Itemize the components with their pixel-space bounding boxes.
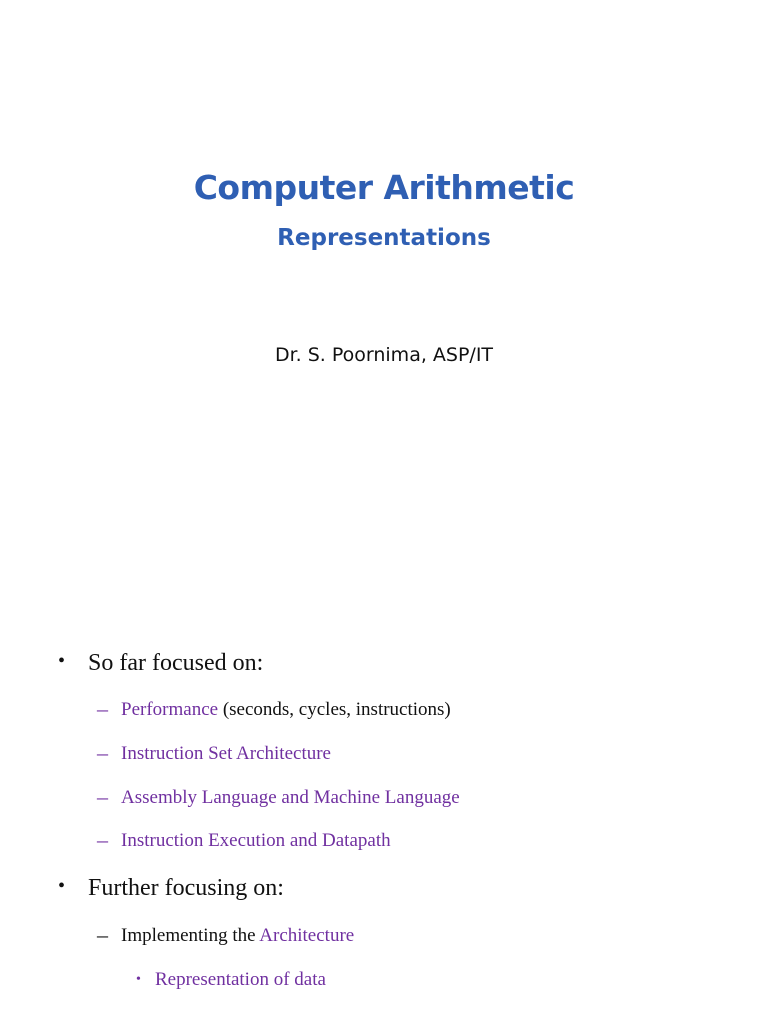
item-highlight: Instruction Set Architecture <box>121 743 331 764</box>
item-highlight: Assembly Language and Machine Language <box>121 787 460 808</box>
page-title: Computer Arithmetic <box>193 168 575 207</box>
item-highlight: Architecture <box>259 925 355 946</box>
bullet-text: Further focusing on: <box>88 875 284 901</box>
dash-icon: – <box>97 696 108 721</box>
dash-icon: – <box>97 740 108 765</box>
item-prefix: Implementing the <box>121 925 260 946</box>
bullet-dot-icon: • <box>58 650 66 672</box>
bullet-dot-icon: • <box>58 875 66 897</box>
item-highlight: Instruction Execution and Datapath <box>121 830 391 851</box>
sub-item-text: Representation of data <box>155 969 326 990</box>
dash-icon: – <box>97 784 108 809</box>
item-highlight: Performance <box>121 699 219 720</box>
title-slide <box>0 0 768 420</box>
item-rest: (seconds, cycles, instructions) <box>218 699 451 720</box>
bullet-text: So far focused on: <box>88 650 264 676</box>
dash-icon: – <box>97 827 108 852</box>
sub-bullet-icon: • <box>136 972 141 987</box>
dash-icon: – <box>97 922 108 947</box>
author-line: Dr. S. Poornima, ASP/IT <box>274 344 494 366</box>
page-subtitle: Representations <box>277 225 491 251</box>
